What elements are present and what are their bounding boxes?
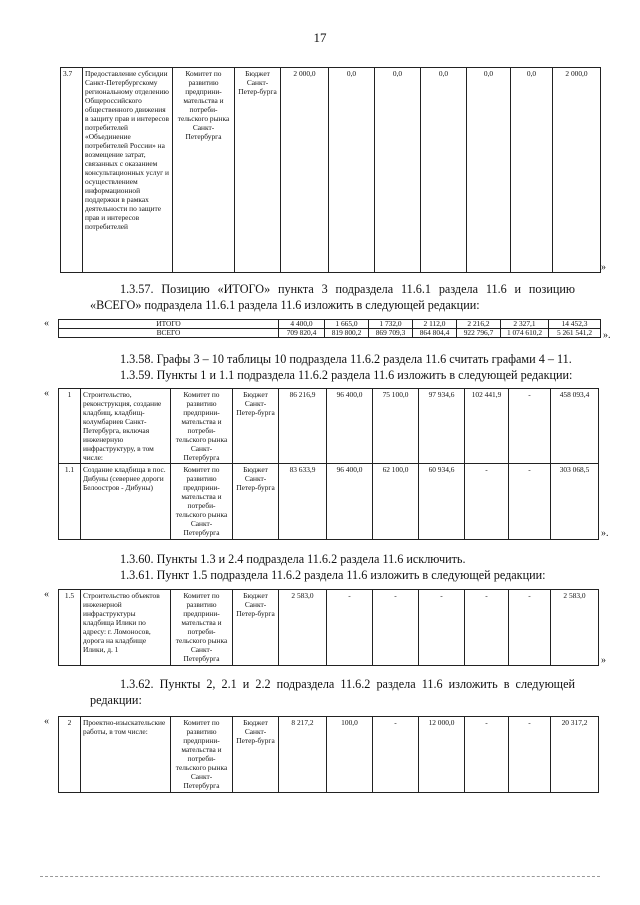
value-cell: 869 709,3 [369, 329, 413, 338]
table-row [59, 717, 599, 793]
value-cell: - [509, 717, 551, 793]
paragraph-1-3-59: 1.3.59. Пункты 1 и 1.1 подраздела 11.6.2 раздела 11.6 изложить в следующей редакции: [120, 368, 573, 382]
value-cell: 0,0 [421, 68, 467, 273]
row-number: 2 [59, 717, 81, 793]
value-cell: - [327, 590, 373, 666]
value-cell: 2 583,0 [279, 590, 327, 666]
value-cell: - [509, 389, 551, 464]
value-cell: 86 216,9 [279, 389, 327, 464]
paragraph-1-3-61: 1.3.61. Пункт 1.5 подраздела 11.6.2 раздела 11.6 изложить в следующей редакции: [120, 568, 546, 582]
value-cell: 97 934,6 [419, 389, 465, 464]
row-name: Создание кладбища в пос. Дибуны (севернее дороги Белоостров - Дибуны) [81, 464, 171, 540]
value-cell: 2 112,0 [413, 320, 457, 329]
value-cell: 922 796,7 [457, 329, 501, 338]
row-source: Бюджет Санкт-Петер-бурга [233, 464, 279, 540]
summary-label: ВСЕГО [59, 329, 279, 338]
value-cell: 303 068,5 [551, 464, 599, 540]
value-cell: 2 216,2 [457, 320, 501, 329]
value-cell: - [465, 464, 509, 540]
row-number: 1 [59, 389, 81, 464]
table-item-1-5 [58, 589, 599, 666]
value-cell: 102 441,9 [465, 389, 509, 464]
value-cell: 458 093,4 [551, 389, 599, 464]
row-executor: Комитет по развитию предприни-мательства и потреби-тельского рынка Санкт-Петербурга [171, 717, 233, 793]
value-cell: 1 732,0 [369, 320, 413, 329]
row-executor: Комитет по развитию предприни-мательства и потреби-тельского рынка Санкт-Петербурга [171, 389, 233, 464]
table-item-3-7 [60, 67, 601, 273]
paragraph-1-3-62: 1.3.62. Пункты 2, 2.1 и 2.2 подраздела 11.6.2 раздела 11.6 изложить в следующей редакции: [90, 677, 575, 707]
row-number: 3.7 [61, 68, 83, 273]
page-bottom-rule [40, 876, 600, 877]
value-cell: 5 261 541,2 [549, 329, 601, 338]
value-cell: 14 452,3 [549, 320, 601, 329]
opening-quote: « [44, 388, 49, 399]
closing-quote: ». [603, 330, 611, 341]
value-cell: 0,0 [329, 68, 375, 273]
value-cell: 1 665,0 [325, 320, 369, 329]
row-source: Бюджет Санкт-Петер-бурга [235, 68, 281, 273]
opening-quote: « [44, 589, 49, 600]
table-item-2 [58, 716, 599, 793]
row-executor: Комитет по развитию предприни-мательства и потреби-тельского рынка Санкт-Петербурга [171, 590, 233, 666]
summary-table [58, 319, 601, 338]
value-cell: 2 000,0 [553, 68, 601, 273]
row-source: Бюджет Санкт-Петер-бурга [233, 590, 279, 666]
value-cell: 20 317,2 [551, 717, 599, 793]
row-source: Бюджет Санкт-Петер-бурга [233, 389, 279, 464]
table-row [59, 464, 599, 540]
paragraph-1-3-60: 1.3.60. Пункты 1.3 и 2.4 подраздела 11.6.2 раздела 11.6 исключить. [120, 552, 466, 566]
row-executor: Комитет по развитию предприни-мательства и потреби-тельского рынка Санкт-Петербурга [173, 68, 235, 273]
value-cell: - [465, 717, 509, 793]
value-cell: - [509, 464, 551, 540]
table-row [59, 329, 601, 338]
summary-label: ИТОГО [59, 320, 279, 329]
value-cell: 96 400,0 [327, 389, 373, 464]
value-cell: 4 400,0 [279, 320, 325, 329]
value-cell: - [465, 590, 509, 666]
value-cell: 100,0 [327, 717, 373, 793]
table-row [61, 68, 601, 273]
row-name: Проектно-изыскательские работы, в том числе: [81, 717, 171, 793]
value-cell: 864 804,4 [413, 329, 457, 338]
value-cell: 96 400,0 [327, 464, 373, 540]
row-name: Строительство, реконструкция, создание кладбищ, кладбищ-колумбариев Санкт-Петербурга, включая инженерную инфраструктуру, в том числе: [81, 389, 171, 464]
paragraph-1-3-57: 1.3.57. Позицию «ИТОГО» пункта 3 подраздела 11.6.1 раздела 11.6 и позицию «ВСЕГО» подраздела 11.6.1 раздела 11.6 изложить в следующей редакции: [90, 282, 575, 312]
table-row [59, 389, 599, 464]
value-cell: 2 327,1 [501, 320, 549, 329]
value-cell: - [373, 590, 419, 666]
value-cell: 0,0 [375, 68, 421, 273]
value-cell: 2 583,0 [551, 590, 599, 666]
value-cell: 62 100,0 [373, 464, 419, 540]
value-cell: 60 934,6 [419, 464, 465, 540]
value-cell: 0,0 [511, 68, 553, 273]
row-name: Строительство объектов инженерной инфраструктуры кладбища Илики по адресу: г. Ломоносов, дорога на кладбище Илики, д. 1 [81, 590, 171, 666]
value-cell: 83 633,9 [279, 464, 327, 540]
table-items-1 [58, 388, 599, 540]
paragraph-1-3-58: 1.3.58. Графы 3 – 10 таблицы 10 подраздела 11.6.2 раздела 11.6 считать графами 4 – 11. [120, 352, 572, 366]
row-executor: Комитет по развитию предприни-мательства и потреби-тельского рынка Санкт-Петербурга [171, 464, 233, 540]
row-number: 1.5 [59, 590, 81, 666]
row-source: Бюджет Санкт-Петер-бурга [233, 717, 279, 793]
opening-quote: « [44, 716, 49, 727]
page-number: 17 [313, 30, 327, 45]
value-cell: 2 000,0 [281, 68, 329, 273]
value-cell: - [373, 717, 419, 793]
row-number: 1.1 [59, 464, 81, 540]
value-cell: 819 800,2 [325, 329, 369, 338]
closing-quote: » [601, 262, 606, 273]
value-cell: 8 217,2 [279, 717, 327, 793]
value-cell: 12 000,0 [419, 717, 465, 793]
row-name: Предоставление субсидии Санкт-Петербургскому региональному отделению Общероссийского общественного движения в защиту прав и интересов потребителей «Объединение потребителей России» на возмещение затрат, связанных с оказанием консультационных услуг и осуществлением информационной поддержки в рамках деятельности по защите прав и интересов потребителей [83, 68, 173, 273]
value-cell: 709 820,4 [279, 329, 325, 338]
value-cell: 1 074 610,2 [501, 329, 549, 338]
closing-quote: » [601, 655, 606, 666]
table-row [59, 590, 599, 666]
opening-quote: « [44, 318, 49, 329]
value-cell: 75 100,0 [373, 389, 419, 464]
value-cell: - [419, 590, 465, 666]
value-cell: 0,0 [467, 68, 511, 273]
closing-quote: ». [601, 528, 609, 539]
value-cell: - [509, 590, 551, 666]
